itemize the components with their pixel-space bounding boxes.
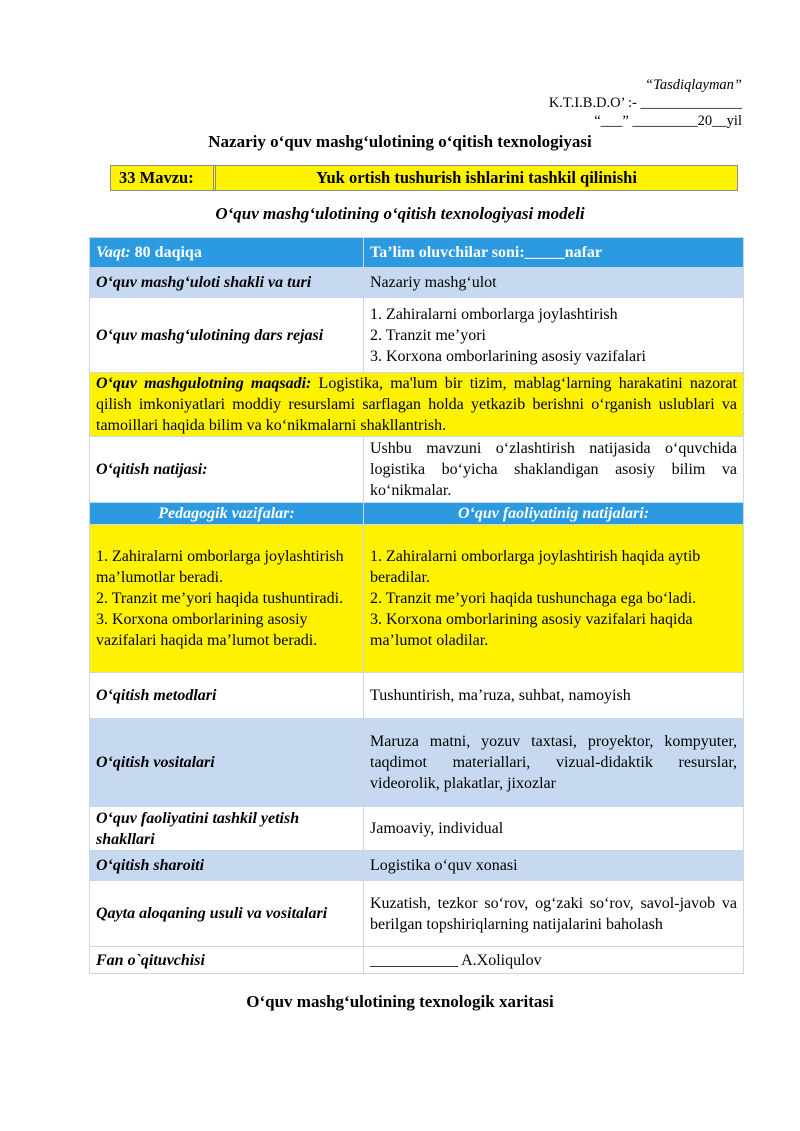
table-row	[90, 437, 744, 503]
tools-label: O‘qitish vositalari	[90, 719, 364, 807]
technology-map-title: O‘quv mashg‘ulotining texnologik xaritasi	[246, 992, 554, 1011]
plan-label: O‘quv mashg‘ulotining dars rejasi	[90, 298, 364, 373]
time-value: 80 daqiqa	[130, 244, 202, 261]
result-text: Ushbu mavzuni o‘zlashtirish natijasida o‘quvchida logistika bo‘yicha shaklandigan asosiy bilim va ko‘nikmalar.	[364, 437, 744, 503]
activity-results-list	[364, 525, 744, 673]
goal-label: O‘quv mashgulotning maqsadi:	[96, 375, 312, 392]
topic-title: Yuk ortish tushurish ishlarini tashkil qilinishi	[316, 168, 637, 187]
approval-line-2: K.T.I.B.D.O’ :- ______________	[548, 95, 742, 111]
students-label: Ta’lim oluvchilar soni:_____nafar	[364, 238, 744, 268]
teacher-label: Fan o`qituvchisi	[90, 947, 364, 974]
tools-value: Maruza matni, yozuv taxtasi, proyektor, kompyuter, taqdimot materiallari, vizual-didaktik resurslar, videorolik, plakatlar, jixozlar	[364, 719, 744, 807]
form-value: Nazariy mashg‘ulot	[364, 268, 744, 298]
plan-item: 1. Zahiralarni omborlarga joylashtirish	[370, 305, 618, 323]
plan-item: 2. Tranzit me’yori	[370, 326, 486, 344]
table-row	[90, 807, 744, 851]
topic-bar	[110, 165, 738, 191]
pedagogic-tasks-header: Pedagogik vazifalar:	[90, 503, 364, 525]
table-row	[90, 268, 744, 298]
model-table	[89, 237, 744, 974]
table-row	[90, 881, 744, 947]
pedagogic-tasks-list	[90, 525, 364, 673]
table-row	[90, 673, 744, 719]
feedback-label: Qayta aloqaning usuli va vositalari	[90, 881, 364, 947]
topic-number: 33 Mavzu:	[111, 166, 216, 190]
table-row	[90, 947, 744, 974]
tasks-header-row	[90, 503, 744, 525]
table-row	[90, 298, 744, 373]
time-cell	[90, 238, 364, 268]
table-row	[90, 373, 744, 437]
list-item: 3. Korxona omborlarining asosiy vazifalari haqida ma’lumot oladilar.	[370, 611, 693, 649]
time-label: Vaqt:	[96, 244, 131, 261]
goal-text: Logistika, ma'lum bir tizim, mablag‘larning harakatini nazorat qilish imkoniyatlari moddiy resurslami sarflagan holda yetkazib berishni o‘rganish uslublari va tamoillari haqida bilim va ko‘nikmalarni shakllantrish.	[96, 375, 737, 434]
list-item: 3. Korxona omborlarining asosiy vazifalari haqida ma’lumot beradi.	[96, 611, 318, 649]
feedback-value: Kuzatish, tezkor so‘rov, og‘zaki so‘rov, savol-javob va berilgan topshiriqlarning natijalarini baholash	[364, 881, 744, 947]
approval-line-1: “Tasdiqlayman”	[645, 77, 742, 93]
document-title: Nazariy o‘quv mashg‘ulotining o‘qitish texnologiyasi	[208, 132, 592, 151]
table-row	[90, 851, 744, 881]
form-label: O‘quv mashg‘uloti shakli va turi	[90, 268, 364, 298]
plan-item: 3. Korxona omborlarining asosiy vazifalari	[370, 347, 646, 365]
conditions-value: Logistika o‘quv xonasi	[364, 851, 744, 881]
activity-results-header: O‘quv faoliyatinig natijalari:	[364, 503, 744, 525]
list-item: 2. Tranzit me’yori haqida tushuntiradi.	[96, 590, 344, 607]
table-header-row	[90, 238, 744, 268]
list-item: 1. Zahiralarni omborlarga joylashtirish haqida aytib beradilar.	[370, 548, 701, 586]
model-title: O‘quv mashg‘ulotining o‘qitish texnologiyasi modeli	[215, 204, 585, 223]
approval-line-3: “___” _________20__yil	[594, 113, 742, 129]
plan-list	[364, 298, 744, 373]
list-item: 1. Zahiralarni omborlarga joylashtirish ma’lumotlar beradi.	[96, 548, 344, 586]
result-label: O‘qitish natijasi:	[90, 437, 364, 503]
methods-label: O‘qitish metodlari	[90, 673, 364, 719]
organization-value: Jamoaviy, individual	[364, 807, 744, 851]
list-item: 2. Tranzit me’yori haqida tushunchaga ega bo‘ladi.	[370, 590, 697, 607]
table-row	[90, 719, 744, 807]
table-row	[90, 525, 744, 673]
teacher-value: ___________ A.Xoliqulov	[364, 947, 744, 974]
methods-value: Tushuntirish, ma’ruza, suhbat, namoyish	[364, 673, 744, 719]
conditions-label: O‘qitish sharoiti	[90, 851, 364, 881]
organization-label: O‘quv faoliyatini tashkil yetish shakllari	[90, 807, 364, 851]
goal-cell	[90, 373, 744, 437]
approval-block	[549, 76, 742, 130]
